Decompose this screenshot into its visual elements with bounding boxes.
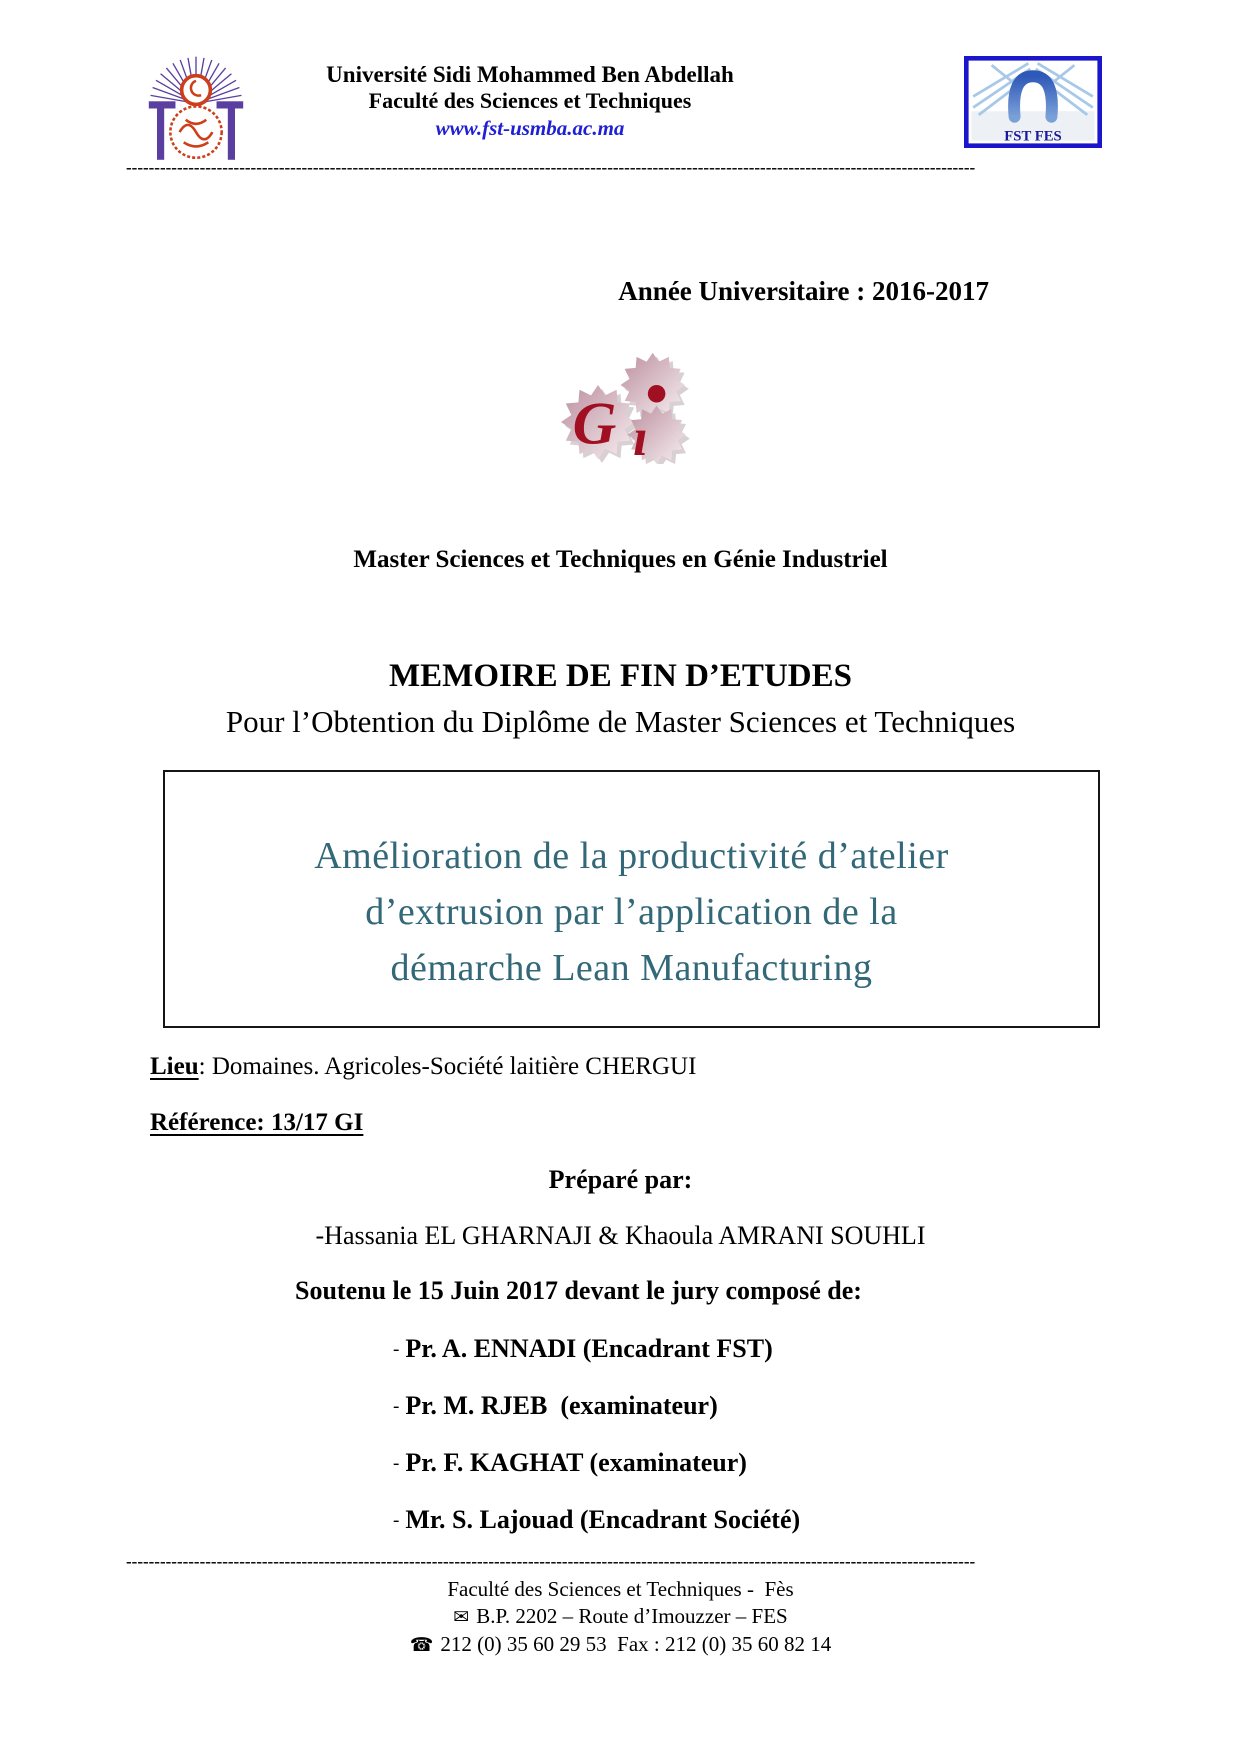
faculty-name: Faculté des Sciences et Techniques [368,88,692,114]
footer-phone-line [0,1631,1241,1659]
reference-line: Référence: 13/17 GI [150,1109,364,1136]
gi-gears-icon [543,342,698,464]
usmba-emblem-logo [126,50,266,168]
lieu-value: : Domaines. Agricoles-Société laitière CHERGUI [198,1053,697,1080]
jury-dash: - [393,1396,400,1417]
jury-dash: - [393,1453,400,1474]
bottom-separator: ------------------------------------------------------------------------------------------------------------------------------------------------------ [126,1552,976,1571]
jury-member [393,1446,800,1503]
jury-member-name: Pr. F. KAGHAT (examinateur) [405,1448,747,1477]
thesis-title-line-2: d’extrusion par l’application de la [365,891,898,933]
gi-letter-i-dot [648,385,666,403]
memoir-subtitle: Pour l’Obtention du Diplôme de Master Sciences et Techniques [225,704,1016,739]
fst-fes-logo [962,56,1104,148]
jury-dash: - [393,1510,400,1531]
footer-address-line [0,1603,1241,1631]
jury-list [393,1332,800,1560]
lieu-line [150,1053,696,1081]
footer-phone-text: 212 (0) 35 60 29 53 Fax : 212 (0) 35 60 82 14 [440,1632,832,1656]
gi-letter-g: G [572,390,617,458]
authors-line: -Hassania EL GHARNAJI & Khaoula AMRANI SOUHLI [315,1221,926,1250]
jury-dash: - [393,1339,400,1360]
footer-faculty-line: Faculté des Sciences et Techniques - Fès [447,1577,794,1601]
thesis-title-line-1: Amélioration de la productivité d’atelier [314,835,949,877]
fst-fes-icon [962,56,1104,148]
defense-line: Soutenu le 15 Juin 2017 devant le jury composé de: [295,1276,862,1305]
jury-member-name: Mr. S. Lajouad (Encadrant Société) [405,1505,801,1534]
website-link[interactable]: www.fst-usmba.ac.ma [435,115,625,140]
usmba-emblem-icon [126,50,266,168]
gi-letter-i: ı [633,409,648,464]
top-separator: ------------------------------------------------------------------------------------------------------------------------------------------------------ [126,158,976,177]
gi-logo [543,342,698,464]
prepared-by-label: Préparé par: [548,1165,693,1194]
jury-member-name: Pr. M. RJEB (examinateur) [405,1391,718,1420]
thesis-title-box [163,770,1100,1028]
memoir-title: MEMOIRE DE FIN D’ETUDES [389,658,852,694]
academic-year: Année Universitaire : 2016-2017 [618,276,989,306]
footer-address-text: B.P. 2202 – Route d’Imouzzer – FES [476,1604,788,1628]
fst-fes-logo-text: FST FES [1004,128,1062,145]
jury-member [393,1389,800,1446]
program-title: Master Sciences et Techniques en Génie Industriel [353,546,888,573]
phone-icon: ☎ [409,1635,434,1656]
footer [0,1576,1241,1659]
jury-member [393,1332,800,1389]
header-text-block [295,62,765,142]
lieu-label: Lieu [150,1053,199,1080]
jury-member-name: Pr. A. ENNADI (Encadrant FST) [405,1334,773,1363]
university-name: Université Sidi Mohammed Ben Abdellah [326,62,734,87]
mail-icon: ✉ [453,1607,470,1628]
thesis-title-line-3: démarche Lean Manufacturing [390,947,873,989]
